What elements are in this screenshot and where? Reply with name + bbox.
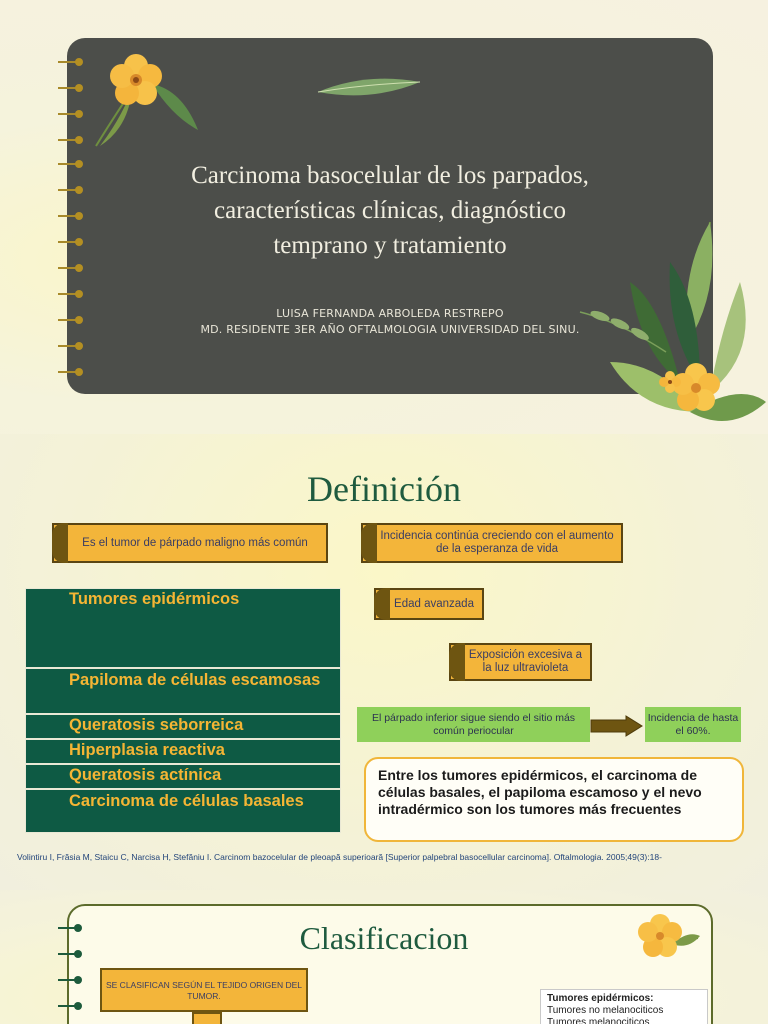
table-row: Queratosis seborreica bbox=[25, 714, 341, 739]
table-row: Papiloma de células escamosas bbox=[25, 668, 341, 714]
epidermal-tumors-box: Tumores epidérmicos: Tumores no melanociticos Tumores melanociticos bbox=[540, 989, 708, 1024]
tag-incidence: Incidencia continúa creciendo con el aumento de la esperanza de vida bbox=[361, 523, 623, 563]
notebook-ring bbox=[58, 264, 84, 272]
leaf-icon bbox=[316, 76, 422, 100]
tag-age: Edad avanzada bbox=[374, 588, 484, 620]
notebook-ring bbox=[58, 58, 84, 66]
definition-slide bbox=[0, 434, 768, 890]
title-slide bbox=[0, 0, 768, 434]
note-box: Entre los tumores epidérmicos, el carcinoma de células basales, el papiloma escamoso y el nevo intradérmico son los tumores más frecuentes bbox=[364, 757, 744, 842]
notebook-ring bbox=[58, 136, 84, 144]
table-row: Carcinoma de células basales bbox=[25, 789, 341, 833]
notebook-ring bbox=[58, 186, 84, 194]
author-block: LUISA FERNANDA ARBOLEDA RESTREPO MD. RESIDENTE 3ER AÑO OFTALMOLOGIA UNIVERSIDAD DEL SINU. bbox=[200, 307, 580, 336]
notebook-ring bbox=[58, 368, 84, 376]
table-row: Queratosis actínica bbox=[25, 764, 341, 789]
notebook-ring bbox=[58, 84, 84, 92]
incidence-box: Incidencia de hasta el 60%. bbox=[645, 707, 741, 742]
classification-box: SE CLASIFICAN SEGÚN EL TEJIDO ORIGEN DEL TUMOR. bbox=[100, 968, 308, 1012]
notebook-ring bbox=[58, 160, 84, 168]
presentation-title: Carcinoma basocelular de los parpados, características clínicas, diagnóstico temprano y tratamiento bbox=[191, 162, 589, 259]
slide-title: Definición bbox=[307, 469, 461, 509]
site-box: El párpado inferior sigue siendo el sitio más común periocular bbox=[357, 707, 590, 742]
table-row: Hiperplasia reactiva bbox=[25, 739, 341, 764]
arrow-down-icon bbox=[192, 1012, 222, 1024]
classification-slide bbox=[0, 890, 768, 1024]
flower-icon bbox=[632, 910, 702, 972]
tumor-table bbox=[25, 588, 341, 833]
notebook-ring bbox=[58, 976, 82, 984]
tag-common-tumor: Es el tumor de párpado maligno más común bbox=[52, 523, 328, 563]
notebook-ring bbox=[58, 316, 84, 324]
reference-citation: Volintiru I, Frăsia M, Staicu C, Narcisa H, Stefăniu I. Carcinom bazocelular de pleoapă superioară [Superior palpebral basocellular carcinoma]. Oftalmologia. 2005;49(3):18- bbox=[17, 852, 662, 862]
notebook-ring bbox=[58, 342, 84, 350]
flower-icon bbox=[92, 50, 204, 150]
notebook-ring bbox=[58, 1002, 82, 1010]
notebook-ring bbox=[58, 238, 84, 246]
slide-title: Clasificacion bbox=[299, 920, 469, 956]
arrow-right-icon bbox=[590, 715, 644, 737]
table-header: Tumores epidérmicos bbox=[25, 588, 341, 668]
notebook-ring bbox=[58, 290, 84, 298]
notebook-ring bbox=[58, 110, 84, 118]
notebook-ring bbox=[58, 212, 84, 220]
tag-uv: Exposición excesiva a la luz ultravioleta bbox=[449, 643, 592, 681]
